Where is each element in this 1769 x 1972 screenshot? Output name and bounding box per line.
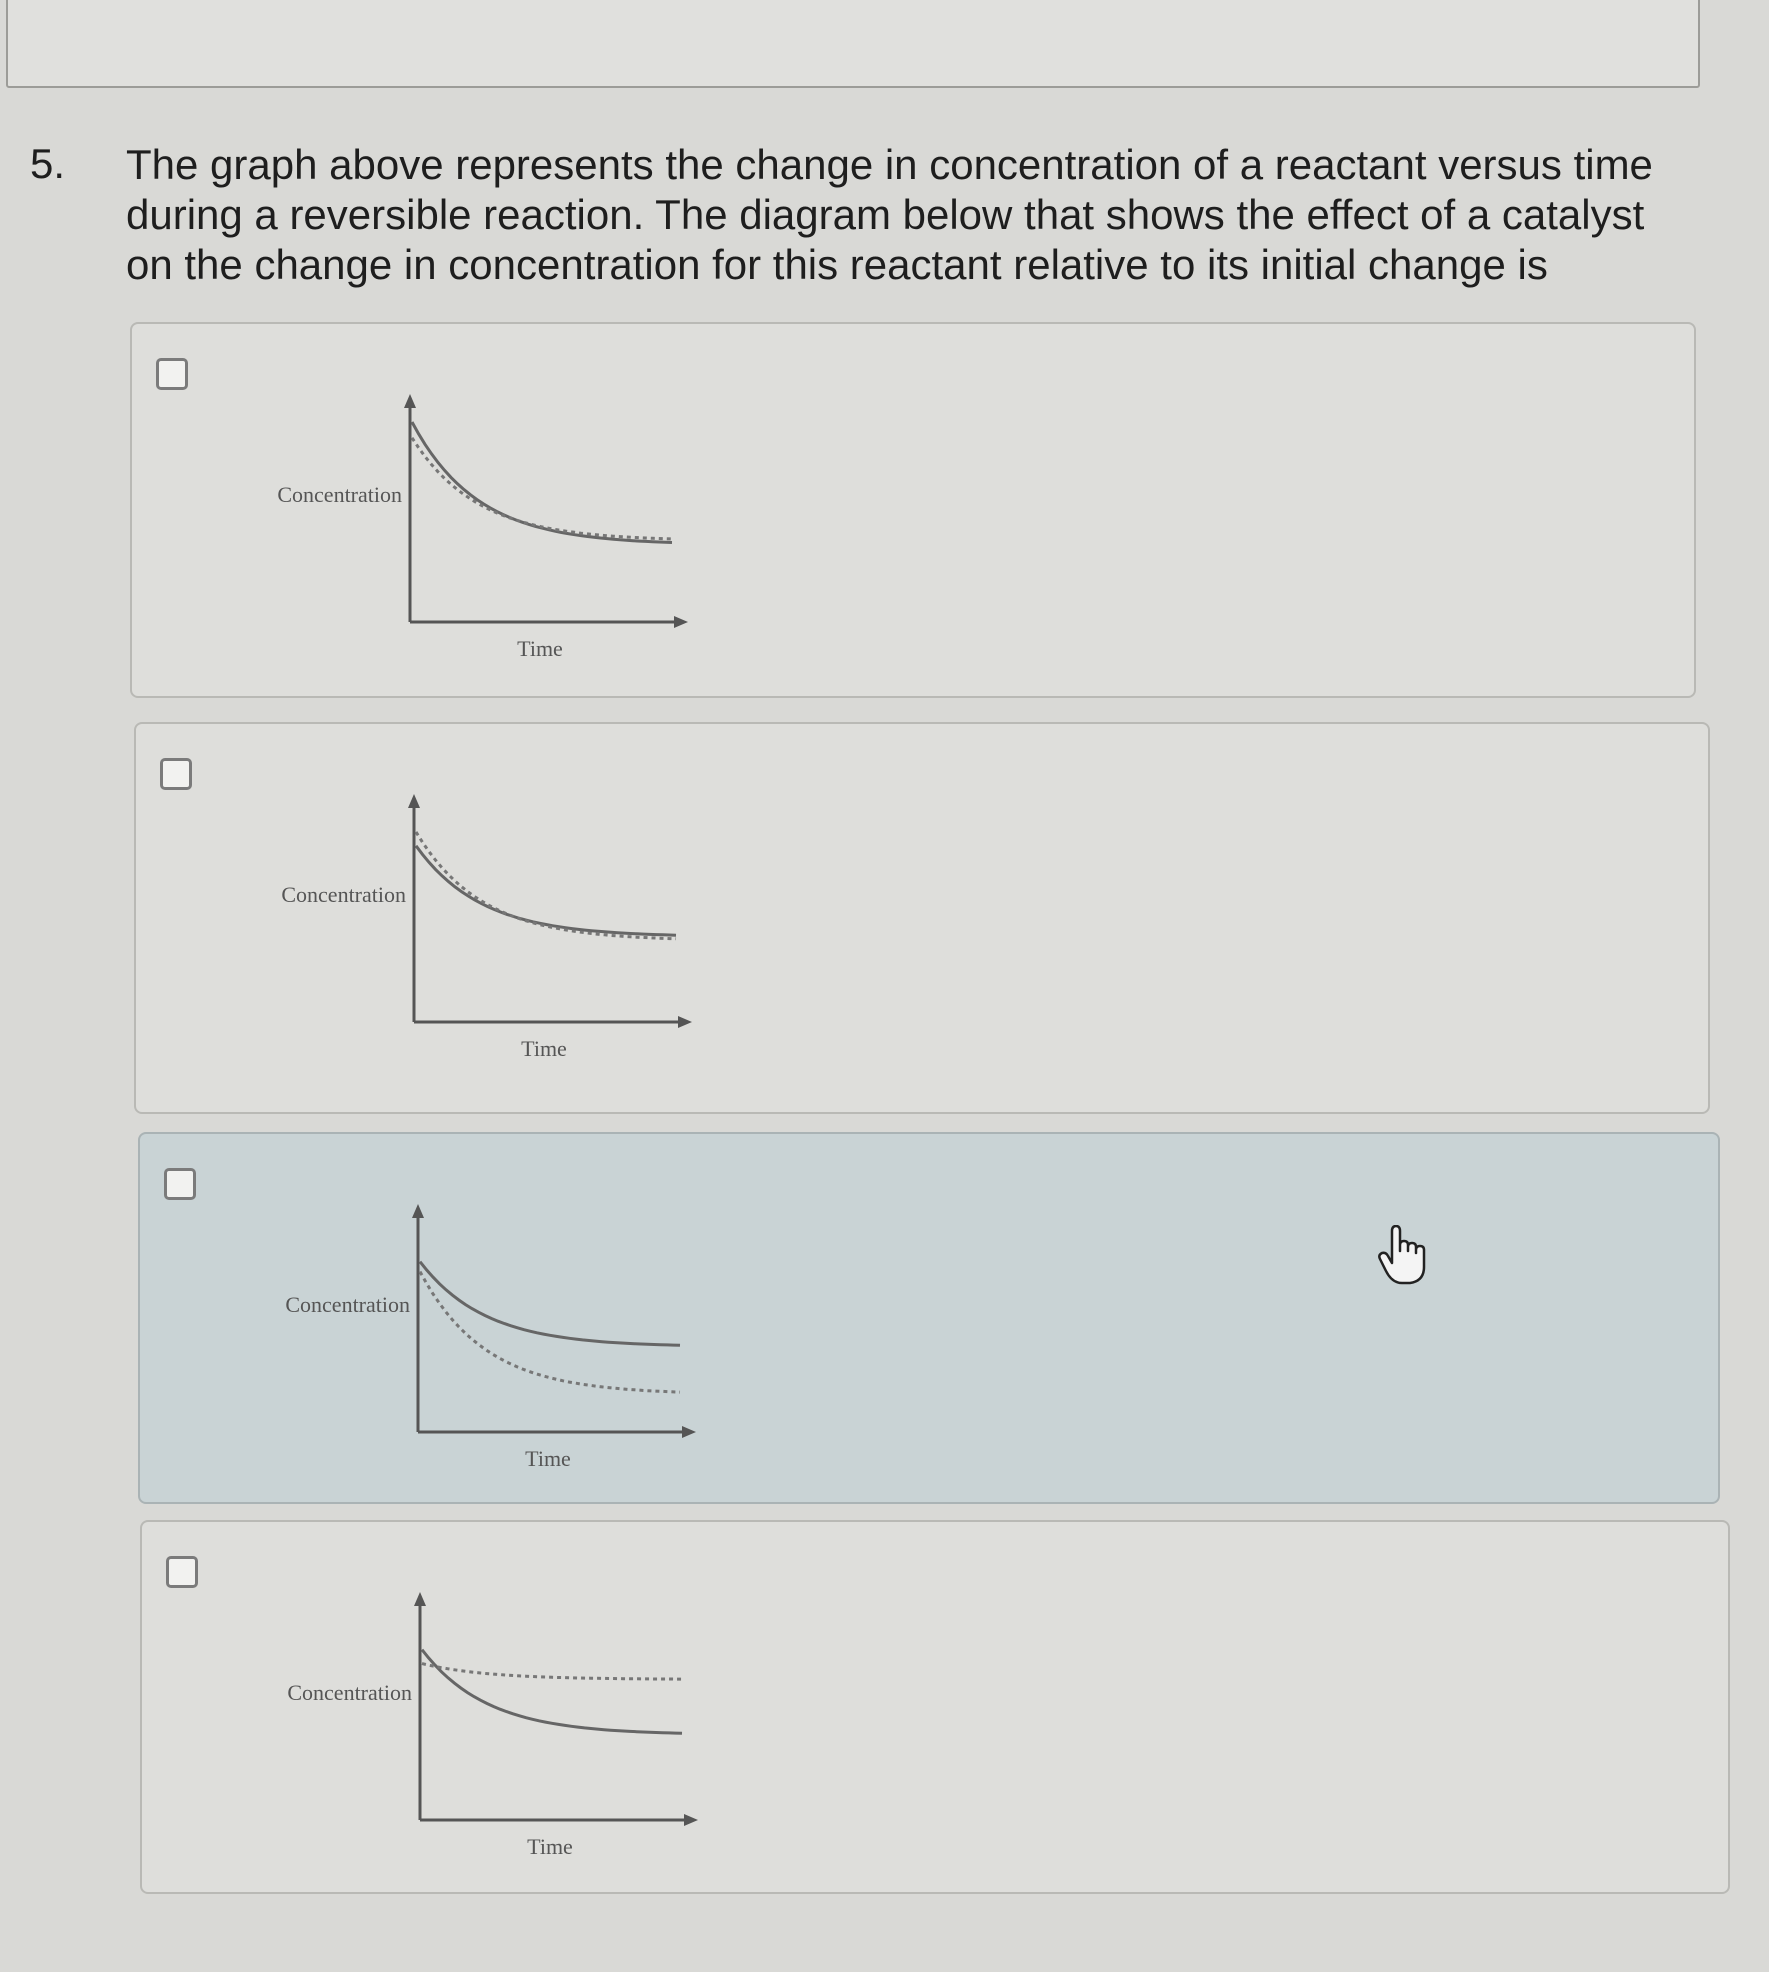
y-axis-arrow <box>404 394 416 408</box>
dashed-curve <box>422 1664 682 1680</box>
solid-curve <box>420 1262 680 1346</box>
x-axis-label: Time <box>517 636 563 661</box>
checkbox-icon[interactable] <box>164 1168 196 1200</box>
solid-curve <box>412 422 672 543</box>
concentration-time-graph <box>230 1590 710 1860</box>
x-axis-label: Time <box>527 1834 573 1859</box>
previous-question-box <box>6 0 1700 88</box>
solid-curve <box>416 846 676 935</box>
pointer-hand-icon <box>1378 1225 1428 1287</box>
y-axis-arrow <box>412 1204 424 1218</box>
solid-curve <box>422 1650 682 1734</box>
checkbox-icon[interactable] <box>156 358 188 390</box>
concentration-time-graph <box>220 392 700 662</box>
x-axis-arrow <box>674 616 688 628</box>
y-axis-arrow <box>408 794 420 808</box>
answer-option-1[interactable] <box>130 322 1696 698</box>
x-axis-arrow <box>682 1426 696 1438</box>
x-axis-arrow <box>684 1814 698 1826</box>
concentration-time-graph <box>228 1202 708 1472</box>
question-number: 5. <box>30 140 66 187</box>
answer-option-2[interactable] <box>134 722 1710 1114</box>
answer-option-4[interactable] <box>140 1520 1730 1894</box>
y-axis-label: Concentration <box>281 882 406 907</box>
answer-option-3[interactable] <box>138 1132 1720 1504</box>
checkbox-icon[interactable] <box>160 758 192 790</box>
x-axis-label: Time <box>525 1446 571 1471</box>
y-axis-arrow <box>414 1592 426 1606</box>
question-text: The graph above represents the change in concentration of a reactant versus time during a reversible reaction. The diagram below that shows the effect of a catalyst on the change in concentration for this reactant relative to its initial change is <box>126 141 1653 288</box>
dashed-curve <box>412 438 672 539</box>
dashed-curve <box>420 1272 680 1393</box>
y-axis-label: Concentration <box>277 482 402 507</box>
x-axis-label: Time <box>521 1036 567 1061</box>
checkbox-icon[interactable] <box>166 1556 198 1588</box>
concentration-time-graph <box>224 792 704 1062</box>
y-axis-label: Concentration <box>287 1680 412 1705</box>
y-axis-label: Concentration <box>285 1292 410 1317</box>
x-axis-arrow <box>678 1016 692 1028</box>
